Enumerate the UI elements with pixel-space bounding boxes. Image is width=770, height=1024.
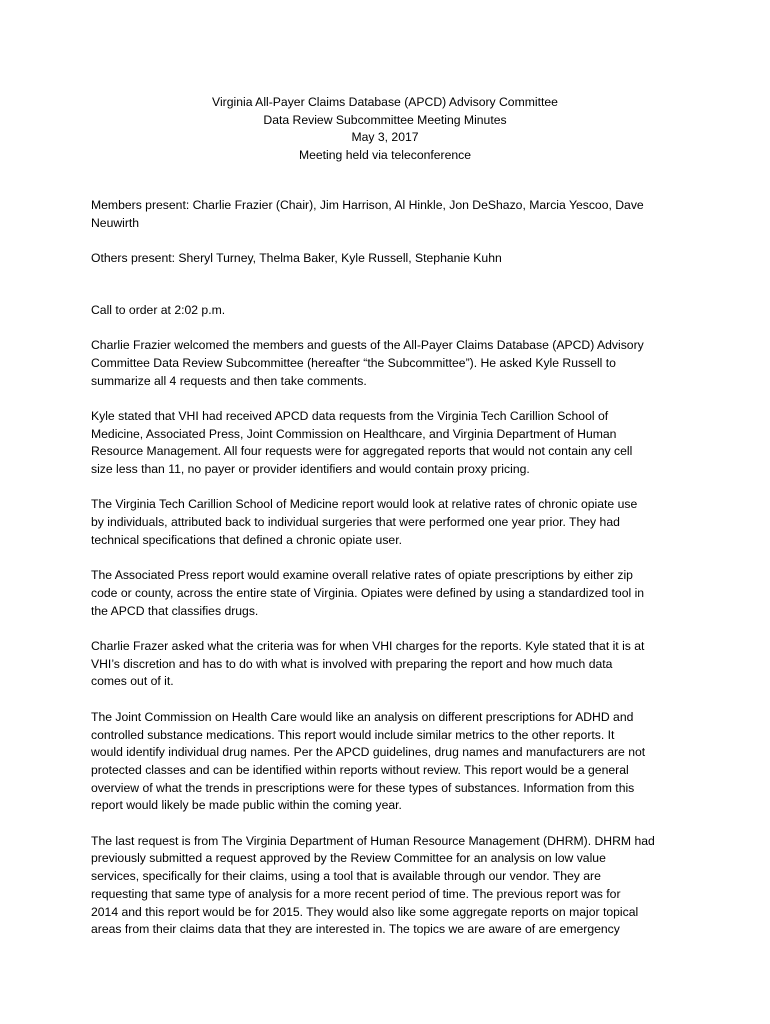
paragraph-line: comes out of it. (91, 674, 174, 689)
charges-criteria-paragraph (91, 638, 669, 691)
meeting-date: May 3, 2017 (351, 130, 419, 145)
paragraph-line: The Associated Press report would examine overall relative rates of opiate prescriptions by either zip (91, 568, 633, 583)
paragraph-line: Others present: Sheryl Turney, Thelma Baker, Kyle Russell, Stephanie Kuhn (91, 251, 502, 266)
paragraph-line: controlled substance medications. This report would include similar metrics to the other reports. It (91, 727, 615, 742)
paragraph-line: size less than 11, no payer or provider identifiers and would contain proxy pricing. (91, 462, 530, 477)
paragraph-line: 2014 and this report would be for 2015. They would also like some aggregate reports on major topical (91, 904, 639, 919)
paragraph-line: Resource Management. All four requests were for aggregated reports that would not contain any cell (91, 444, 633, 459)
paragraph-line: areas from their claims data that they are interested in. The topics we are aware of are emergency (91, 922, 620, 937)
paragraph-line: Committee Data Review Subcommittee (hereafter “the Subcommittee”). He asked Kyle Russell to (91, 355, 616, 370)
paragraph-line: Members present: Charlie Frazier (Chair), Jim Harrison, Al Hinkle, Jon DeShazo, Marcia Yescoo, Dave (91, 198, 644, 212)
paragraph-line: services, specifically for their claims, using a tool that is available through our vendor. They are (91, 869, 601, 884)
paragraph-line: The Virginia Tech Carillion School of Medicine report would look at relative rates of chronic opiate use (91, 497, 638, 512)
paragraph-line: VHI’s discretion and has to do with what is involved with preparing the report and how much data (91, 656, 613, 671)
paragraph-line: The Joint Commission on Health Care would like an analysis on different prescriptions for ADHD and (91, 709, 634, 724)
paragraph-line: Kyle stated that VHI had received APCD data requests from the Virginia Tech Carillion School of (91, 408, 609, 423)
paragraph-line: protected classes and can be identified within reports without review. This report would be a general (91, 762, 629, 777)
paragraph-line: the APCD that classifies drugs. (91, 603, 259, 618)
paragraph-line: report would likely be made public within the coming year. (91, 798, 402, 813)
others-present-paragraph (91, 250, 669, 268)
call-to-order-paragraph (91, 302, 669, 320)
vtc-report-paragraph (91, 496, 669, 549)
paragraph-line: Medicine, Associated Press, Joint Commission on Healthcare, and Virginia Department of Human (91, 426, 617, 441)
paragraph-line: Charlie Frazier welcomed the members and guests of the All-Payer Claims Database (APCD) Advisory (91, 338, 644, 353)
document-body (91, 197, 669, 957)
paragraph-line: overview of what the trends in prescriptions were for these types of substances. Information from this (91, 780, 635, 795)
meeting-format: Meeting held via teleconference (298, 148, 472, 163)
paragraph-line: technical specifications that defined a chronic opiate user. (91, 532, 402, 547)
committee-title: Virginia All-Payer Claims Database (APCD) Advisory Committee (212, 95, 558, 109)
paragraph-line: code or county, across the entire state of Virginia. Opiates were defined by using a standardized tool in (91, 585, 645, 600)
paragraph-line: previously submitted a request approved by the Review Committee for an analysis on low value (91, 851, 606, 866)
document-header (0, 94, 770, 165)
members-present-paragraph (91, 197, 669, 232)
paragraph-line: by individuals, attributed back to individual surgeries that were performed one year prior. They had (91, 515, 620, 530)
paragraph-line: Neuwirth (91, 215, 140, 230)
dhrm-report-paragraph (91, 833, 669, 939)
meeting-type: Data Review Subcommittee Meeting Minutes (263, 112, 507, 127)
paragraph-line: The last request is from The Virginia Department of Human Resource Management (DHRM). DHRM had (91, 833, 655, 848)
data-requests-paragraph (91, 408, 669, 479)
paragraph-line: summarize all 4 requests and then take comments. (91, 373, 367, 388)
welcome-paragraph (91, 337, 669, 390)
paragraph-line: would identify individual drug names. Per the APCD guidelines, drug names and manufacturers are not (91, 745, 646, 760)
paragraph-line: Call to order at 2:02 p.m. (91, 302, 226, 317)
ap-report-paragraph (91, 567, 669, 620)
paragraph-line: Charlie Frazer asked what the criteria was for when VHI charges for the reports. Kyle stated that it is at (91, 639, 645, 654)
jchc-report-paragraph (91, 709, 669, 815)
paragraph-line: requesting that same type of analysis for a more recent period of time. The previous report was for (91, 886, 621, 901)
